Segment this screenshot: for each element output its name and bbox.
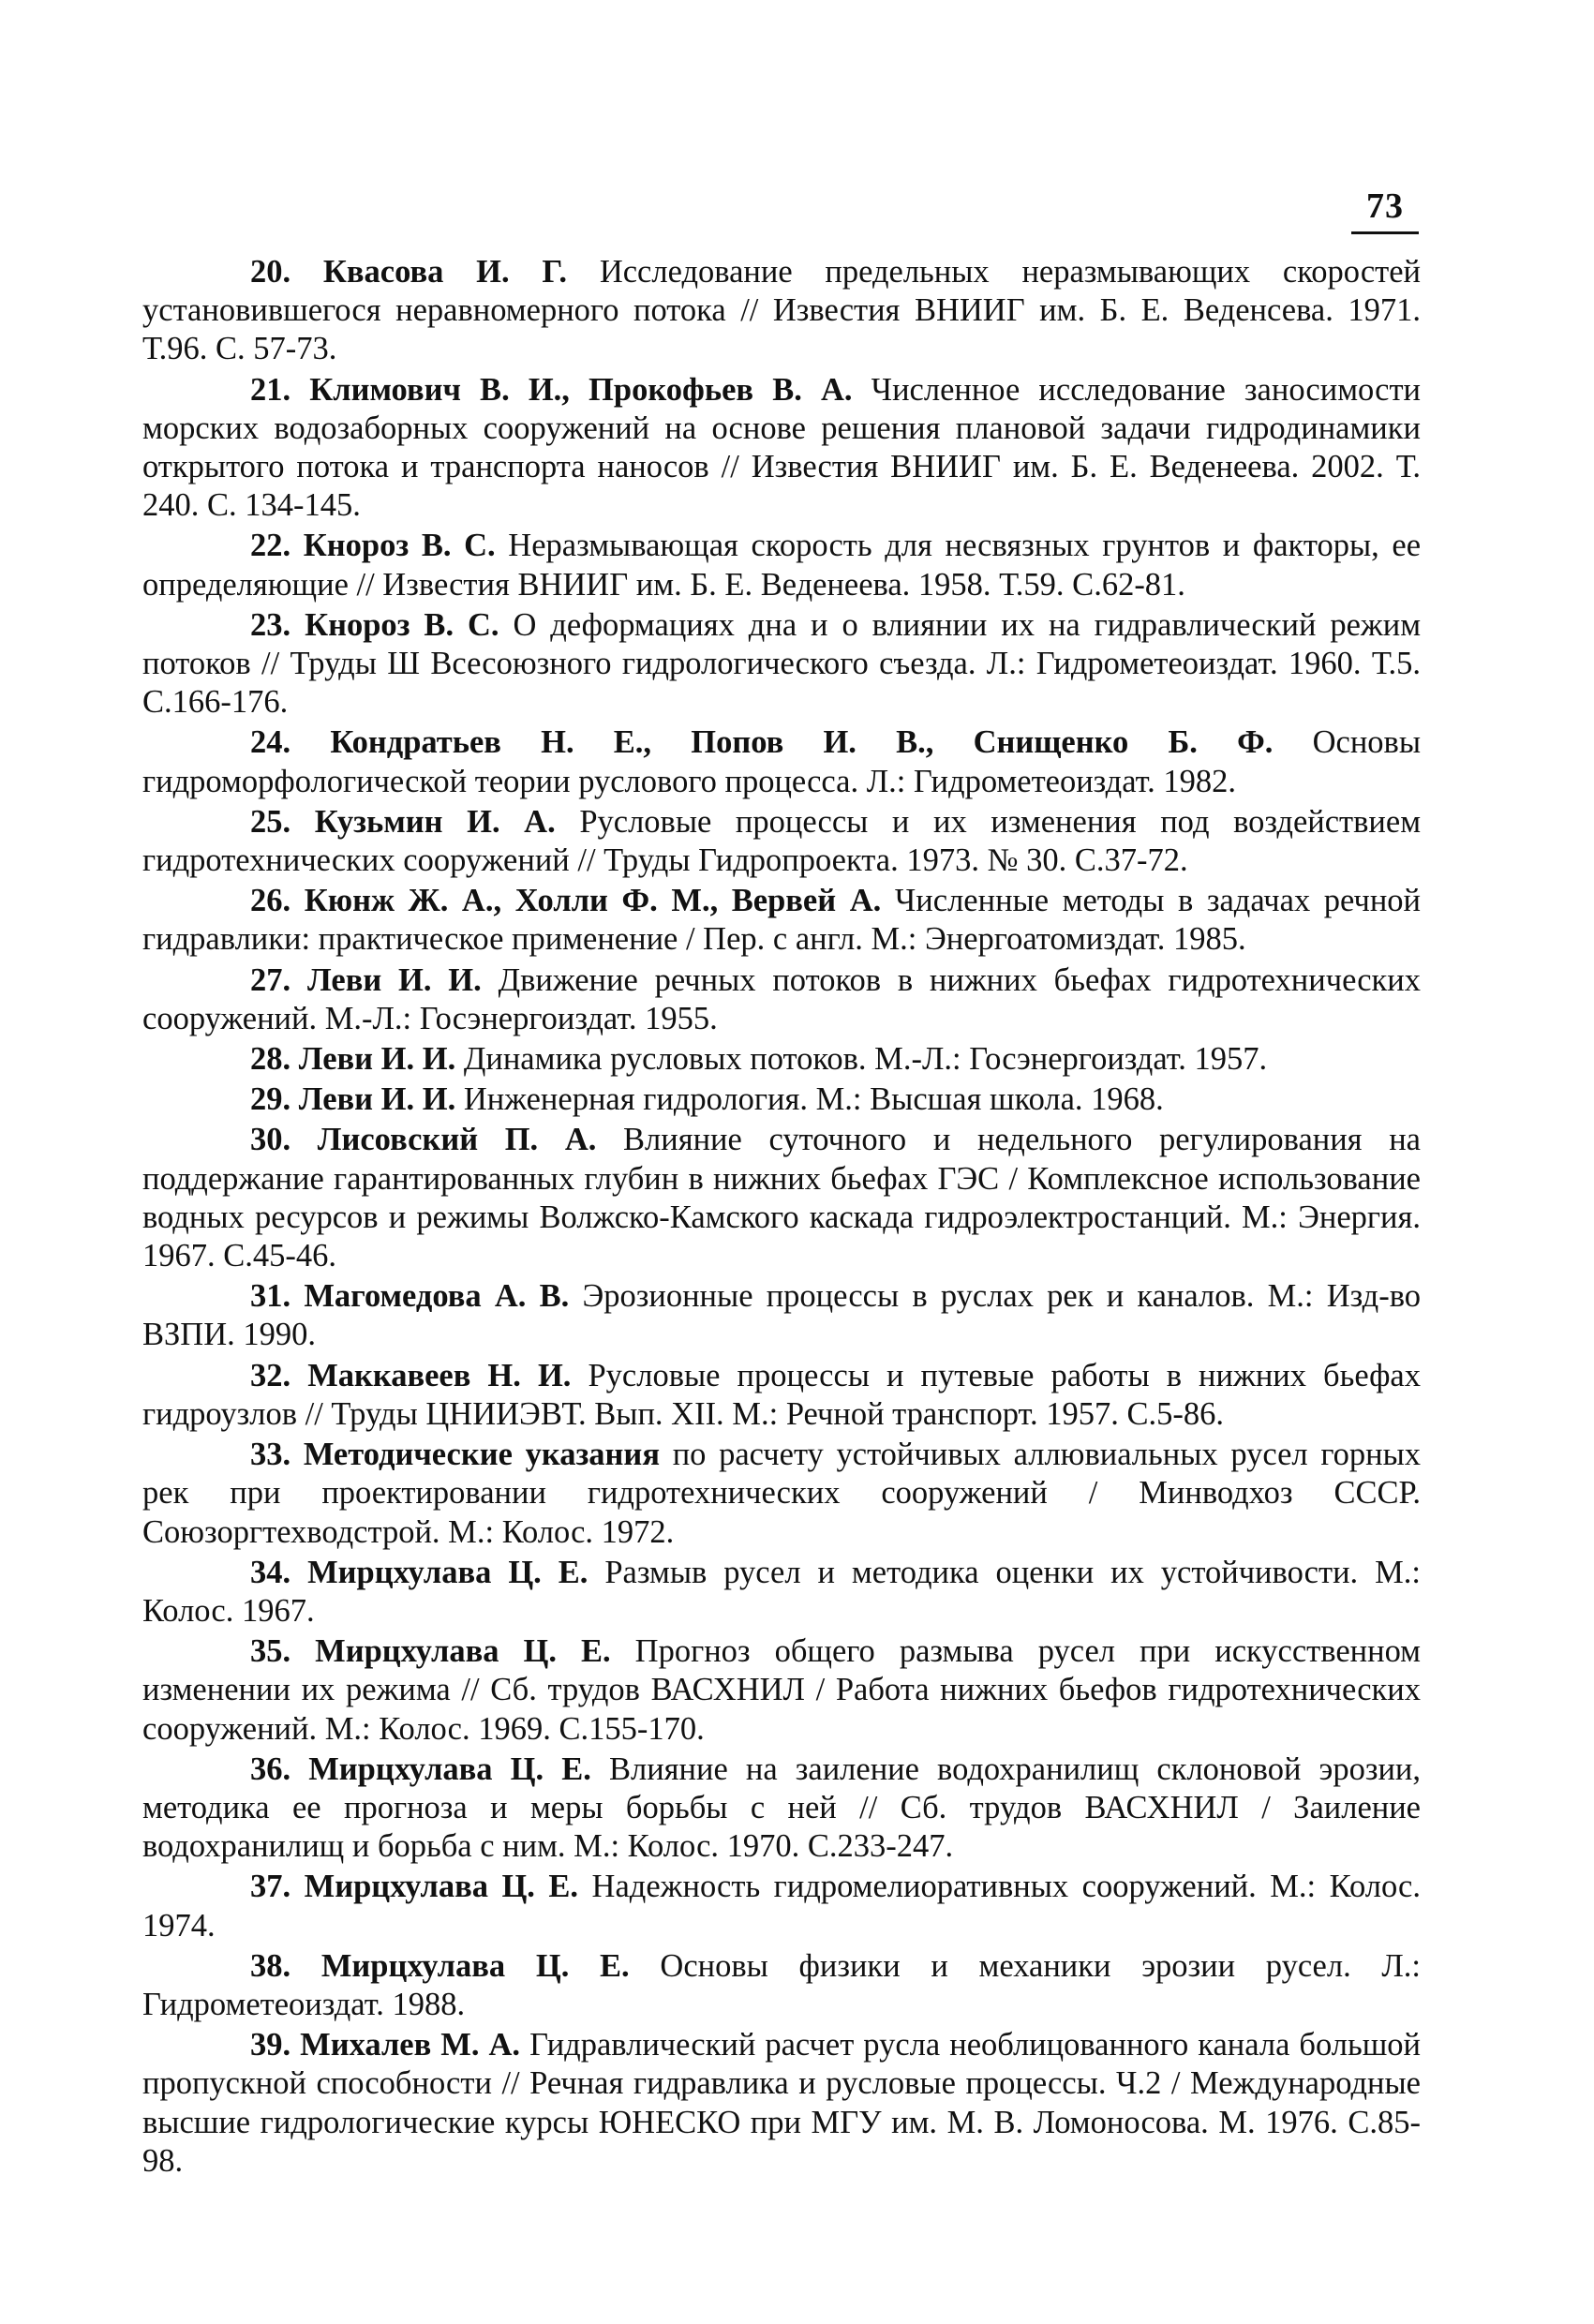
reference-authors: Магомедова А. В.	[304, 1278, 570, 1315]
reference-text: Русловые процессы и их изменения под воздействием гидротехнических сооружений // Труды Гидропроекта. 1973. № 30. С.37-72.	[142, 803, 1422, 879]
reference-authors: Мирцхулава Ц. Е.	[307, 1554, 588, 1590]
reference-authors: Мирцхулава Ц. Е.	[315, 1633, 611, 1670]
reference-item	[142, 1554, 1421, 1631]
reference-item	[142, 803, 1421, 880]
reference-number: 20.	[250, 254, 291, 290]
reference-number: 39.	[250, 2027, 291, 2063]
reference-text: Надежность гидромелиоративных сооружений. М.: Колос. 1974.	[142, 1869, 1421, 1944]
reference-authors: Квасова И. Г.	[322, 254, 568, 290]
reference-text: Численные методы в задачах речной гидравлики: практическое применение / Пер. с англ. М.: Энергоатомиздат. 1985.	[142, 883, 1422, 958]
page-number-underline	[1351, 231, 1419, 234]
reference-text: Динамика русловых потоков. М.-Л.: Госэнергоиздат. 1957.	[463, 1041, 1268, 1078]
reference-number: 26.	[250, 883, 291, 919]
reference-item	[142, 723, 1421, 800]
reference-authors: Мирцхулава Ц. Е.	[308, 1750, 591, 1787]
reference-number: 23.	[250, 606, 291, 643]
reference-item	[142, 1436, 1421, 1552]
reference-number: 28.	[250, 1041, 291, 1078]
reference-authors: Кнороз В. С.	[305, 606, 499, 643]
reference-authors: Маккавеев Н. И.	[307, 1357, 572, 1393]
reference-item	[142, 371, 1421, 526]
reference-item	[142, 1632, 1421, 1749]
reference-authors: Леви И. И.	[298, 1081, 456, 1118]
reference-text: Численное исследование заносимости морских водозаборных сооружений на основе решения плановой задачи гидродинамики открытого потока и транспорта наносов // Известия ВНИИГ им. Б. Е. Веденеева. 2002. Т. 240. С. 134-145.	[142, 371, 1422, 524]
reference-item	[142, 606, 1421, 723]
reference-authors: Кузьмин И. А.	[314, 803, 556, 840]
reference-number: 32.	[250, 1357, 291, 1393]
reference-text: Влияние на заиление водохранилищ склоновой эрозии, методика ее прогноза и меры борьбы с ней // Сб. трудов ВАСХНИЛ / Заиление водохранилищ и борьба с ним. М.: Колос. 1970. С.233-247.	[142, 1750, 1422, 1865]
reference-authors: Кюнж Ж. А., Холли Ф. М., Вервей А.	[304, 883, 882, 919]
reference-number: 29.	[250, 1081, 291, 1118]
reference-authors: Михалев М. А.	[300, 2027, 521, 2063]
reference-text: Движение речных потоков в нижних бьефах гидротехнических сооружений. М.-Л.: Госэнергоиздат. 1955.	[142, 961, 1422, 1036]
reference-text: Эрозионные процессы в руслах рек и каналов. М.: Изд-во ВЗПИ. 1990.	[142, 1278, 1421, 1353]
reference-item	[142, 961, 1421, 1038]
reference-text: Инженерная гидрология. М.: Высшая школа. 1968.	[463, 1081, 1164, 1118]
reference-number: 31.	[250, 1278, 291, 1315]
reference-list	[142, 253, 1421, 2182]
reference-text: О деформациях дна и о влиянии их на гидравлический режим потоков // Труды Ш Всесоюзного гидрологического съезда. Л.: Гидрометеоиздат. 1960. Т.5. С.166-176.	[142, 606, 1422, 721]
reference-text: Основы гидроморфологической теории руслового процесса. Л.: Гидрометеоиздат. 1982.	[142, 724, 1422, 799]
reference-number: 30.	[250, 1122, 291, 1158]
reference-authors: Мирцхулава Ц. Е.	[304, 1869, 579, 1905]
reference-number: 25.	[250, 803, 291, 840]
reference-number: 22.	[250, 528, 291, 564]
reference-authors: Кондратьев Н. Е., Попов И. В., Снищенко Б. Ф.	[330, 724, 1274, 761]
reference-text: Основы физики и механики эрозии русел. Л.: Гидрометеоиздат. 1988.	[142, 1947, 1422, 2022]
reference-item	[142, 253, 1421, 369]
reference-authors: Кнороз В. С.	[303, 528, 496, 564]
reference-text: Размыв русел и методика оценки их устойчивости. М.: Колос. 1967.	[142, 1554, 1421, 1629]
reference-item	[142, 1121, 1421, 1275]
reference-authors: Лисовский П. А.	[317, 1122, 597, 1158]
reference-item	[142, 1040, 1421, 1079]
reference-number: 36.	[250, 1750, 291, 1787]
reference-number: 35.	[250, 1633, 291, 1670]
reference-item	[142, 1357, 1421, 1434]
reference-number: 33.	[250, 1437, 291, 1473]
reference-item	[142, 2026, 1421, 2181]
reference-authors: Климович В. И., Прокофьев В. А.	[309, 371, 853, 408]
reference-item	[142, 1080, 1421, 1119]
reference-text: Неразмывающая скорость для несвязных грунтов и факторы, ее определяющие // Известия ВНИИГ им. Б. Е. Веденеева. 1958. Т.59. С.62-81.	[142, 528, 1422, 603]
reference-text: Влияние суточного и недельного регулирования на поддержание гарантированных глубин в нижних бьефах ГЭС / Комплексное использование водных ресурсов и режимы Волжско-Камского каскада гидроэлектростанций. М.: Энергия. 1967. С.45-46.	[142, 1122, 1421, 1274]
reference-text: Русловые процессы и путевые работы в нижних бьефах гидроузлов // Труды ЦНИИЭВТ. Вып. XII. М.: Речной транспорт. 1957. С.5-86.	[142, 1357, 1421, 1432]
reference-authors: Леви И. И.	[298, 1041, 456, 1078]
reference-number: 24.	[250, 724, 291, 761]
reference-authors: Леви И. И.	[306, 961, 482, 998]
reference-authors: Мирцхулава Ц. Е.	[320, 1947, 630, 1984]
reference-item	[142, 527, 1421, 603]
reference-text: Прогноз общего размыва русел при искусственном изменении их режима // Сб. трудов ВАСХНИЛ / Работа нижних бьефов гидротехнических сооружений. М.: Колос. 1969. С.155-170.	[142, 1633, 1422, 1747]
reference-text: по расчету устойчивых аллювиальных русел горных рек при проектировании гидротехнических сооружений / Минводхоз СССР. Союзоргтехводстрой. М.: Колос. 1972.	[142, 1437, 1422, 1550]
reference-number: 21.	[250, 371, 291, 408]
page-number: 73	[1366, 186, 1404, 226]
reference-number: 34.	[250, 1554, 291, 1590]
reference-item	[142, 1947, 1421, 2024]
reference-number: 37.	[250, 1869, 291, 1905]
reference-number: 38.	[250, 1947, 291, 1984]
reference-number: 27.	[250, 961, 291, 998]
reference-text: Гидравлический расчет русла необлицованного канала большой пропускной способности // Речная гидравлика и русловые процессы. Ч.2 / Международные высшие гидрологические курсы ЮНЕСКО при МГУ им. М. В. Ломоносова. М. 1976. С.85-98.	[142, 2027, 1421, 2179]
reference-item	[142, 882, 1421, 959]
reference-item	[142, 1277, 1421, 1354]
reference-authors: Методические указания	[303, 1437, 660, 1473]
reference-text: Исследование предельных неразмывающих скоростей установившегося неравномерного потока // Известия ВНИИГ им. Б. Е. Веденсева. 1971. Т.96. С. 57-73.	[142, 254, 1421, 367]
reference-item	[142, 1868, 1421, 1944]
reference-item	[142, 1750, 1421, 1867]
